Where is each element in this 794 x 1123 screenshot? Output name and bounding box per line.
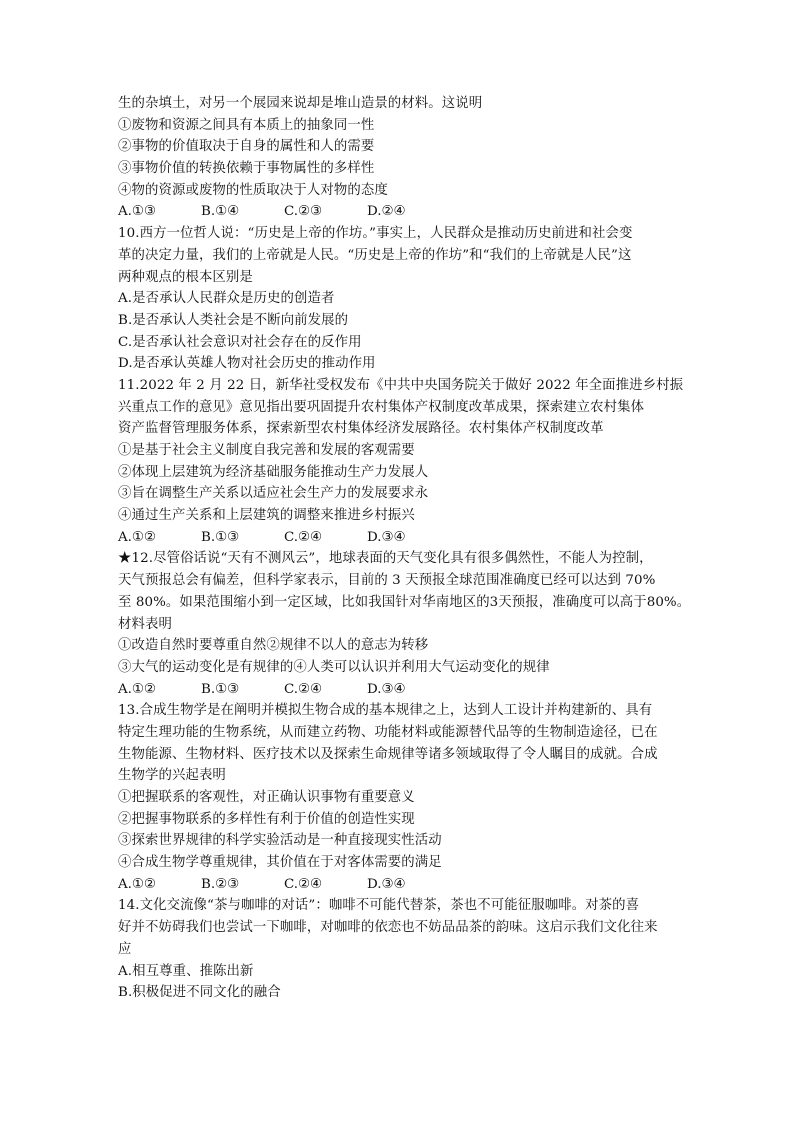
option-b: B.①③	[201, 529, 240, 545]
question-12-line: 材料表明	[118, 616, 172, 632]
option-c: C.②④	[284, 681, 323, 697]
question-10	[118, 223, 680, 375]
option-a: A.①②	[118, 529, 156, 545]
option-c: C.②④	[284, 876, 323, 892]
question-12	[118, 548, 691, 700]
question-11-statement: ②体现上层建筑为经济基础服务能推动生产力发展人	[118, 464, 429, 480]
question-10-option: A.是否承认人民群众是历史的创造者	[118, 291, 335, 307]
option-d: D.③④	[367, 876, 406, 892]
option-d: D.③④	[367, 681, 406, 697]
question-11-statement: ③旨在调整生产关系以适应社会生产力的发展要求永	[118, 486, 429, 502]
question-13-statement: ②把握事物联系的多样性有利于价值的创造性实现	[118, 811, 415, 827]
option-b: B.①④	[201, 204, 240, 220]
question-12-line: ★12.尽管俗话说“天有不测风云”，地球表面的天气变化具有很多偶然性，不能人为控制，	[118, 551, 653, 567]
question-14-line: 应	[118, 941, 132, 957]
answer-options-q11	[118, 527, 680, 549]
question-10-option: D.是否承认英雄人物对社会历史的推动作用	[118, 356, 376, 372]
question-14-line: 14.文化交流像“茶与咖啡的对话”：咖啡不可能代替茶，茶也不可能征服咖啡。对茶的喜	[118, 898, 640, 914]
text-line: ①废物和资源之间具有本质上的抽象同一性	[118, 117, 375, 133]
question-10-line: 10.西方一位哲人说：“历史是上帝的作坊。”事实上，人民群众是推动历史前进和社会变	[118, 226, 633, 242]
question-13	[118, 700, 680, 895]
question-13-line: 生物学的兴起表明	[118, 768, 226, 784]
question-12-statement: ①改造自然时要尊重自然②规律不以人的意志为转移	[118, 638, 429, 654]
question-11-line: 11.2022 年 2 月 22 日，新华社受权发布《中共中央国务院关于做好 2022 年全面推进乡村振	[118, 377, 684, 393]
option-a: A.①②	[118, 681, 156, 697]
question-10-line: 革的决定力量，我们的上帝就是人民。“历史是上帝的作坊”和“我们的上帝就是人民”这	[118, 247, 632, 263]
option-d: D.②④	[367, 204, 406, 220]
text-line: ③事物价值的转换依赖于事物属性的多样性	[118, 161, 375, 177]
question-13-statement: ④合成生物学尊重规律，其价值在于对客体需要的满足	[118, 855, 442, 871]
option-a: A.①③	[118, 204, 156, 220]
question-13-line: 生物能源、生物材料、医疗技术以及探索生命规律等诸多领域取得了令人瞩目的成就。合成	[118, 746, 658, 762]
document-page	[118, 93, 691, 1004]
question-13-line: 13.合成生物学是在阐明并模拟生物合成的基本规律之上，达到人工设计并构建新的、具有	[118, 703, 653, 719]
question-10-option: C.是否承认社会意识对社会存在的反作用	[118, 334, 362, 350]
question-11-line: 资产监督管理服务体系，探索新型农村集体经济发展路径。农村集体产权制度改革	[118, 421, 604, 437]
option-a: A.①②	[118, 876, 156, 892]
text-line: ④物的资源或废物的性质取决于人对物的态度	[118, 182, 388, 198]
question-13-statement: ①把握联系的客观性，对正确认识事物有重要意义	[118, 790, 415, 805]
question-14	[118, 895, 680, 1003]
question-14-option: B.积极促进不同文化的融合	[118, 985, 281, 1001]
question-14-line: 好并不妨碍我们也尝试一下咖啡，对咖啡的依恋也不妨品品茶的韵味。这启示我们文化往来	[118, 920, 658, 936]
question-13-statement: ③探索世界规律的科学实验活动是一种直接现实性活动	[118, 833, 442, 849]
question-12-line: 天气预报总会有偏差，但科学家表示，目前的 3 天预报全球范围准确度已经可以达到 70%	[118, 573, 656, 589]
question-10-line: 两种观点的根本区别是	[118, 269, 253, 285]
option-b: B.②③	[201, 876, 240, 892]
question-12-statement: ③大气的运动变化是有规律的④人类可以认识并利用大气运动变化的规律	[118, 659, 550, 675]
text-line: ②事物的价值取决于自身的属性和人的需要	[118, 139, 375, 155]
question-13-line: 特定生理功能的生物系统，从而建立药物、功能材料或能源替代品等的生物制造途径，已在	[118, 724, 658, 740]
option-c: C.②④	[284, 529, 323, 545]
question-11-statement: ①是基于社会主义制度自我完善和发展的客观需要	[118, 443, 415, 458]
answer-options-q13	[118, 874, 680, 896]
answer-options-q9	[118, 201, 680, 223]
option-d: D.③④	[367, 529, 406, 545]
question-12-line: 至 80%。如果范围缩小到一定区域，比如我国针对华南地区的3天预报，准确度可以高于80%。	[118, 594, 691, 610]
answer-options-q12	[118, 679, 680, 701]
option-c: C.②③	[284, 204, 323, 220]
question-14-option: A.相互尊重、推陈出新	[118, 963, 254, 979]
option-b: B.①③	[201, 681, 240, 697]
question-11	[118, 375, 684, 549]
question-10-option: B.是否承认人类社会是不断向前发展的	[118, 312, 349, 328]
question-11-line: 兴重点工作的意见》意见指出要巩固提升农村集体产权制度改革成果，探索建立农村集体	[118, 399, 645, 415]
text-line: 生的杂填土，对另一个展园来说却是堆山造景的材料。这说明	[118, 96, 483, 111]
question-11-statement: ④通过生产关系和上层建筑的调整来推进乡村振兴	[118, 508, 415, 524]
